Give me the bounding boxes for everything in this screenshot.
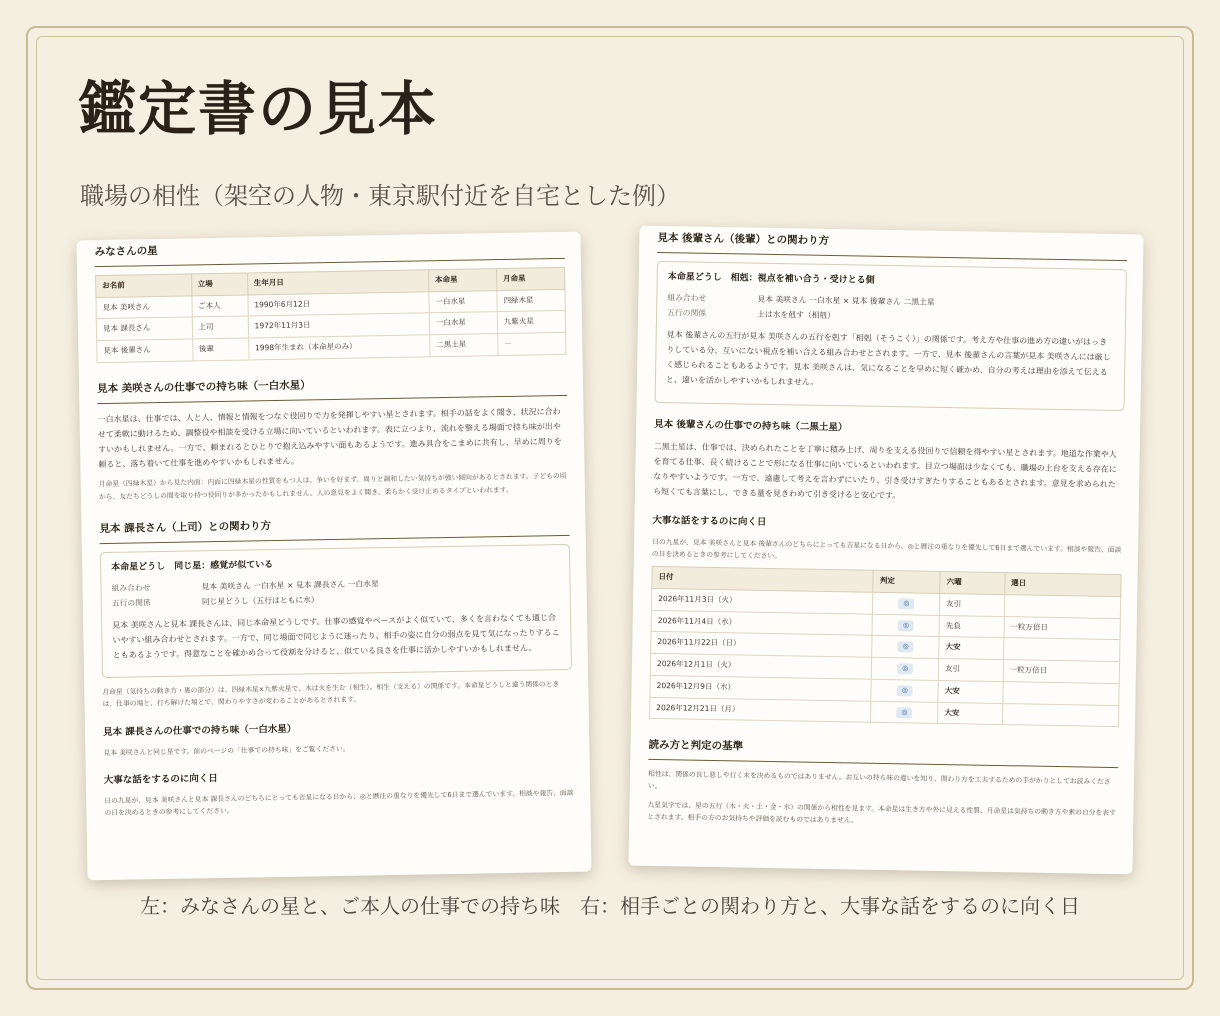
- table-cell: 見本 課長さん: [96, 317, 192, 340]
- right-days-text: 日の九星が、見本 美咲さんと見本 後輩さんのどちらにとっても吉星になる日から、◎と暦注の重なりを優先して6日まで選んでいます。相談や報告、面談の日を決めるときの参考にしてください。: [651, 537, 1122, 560]
- sample-sheet-right: [628, 226, 1143, 875]
- table-cell: －: [498, 333, 566, 356]
- misaki-heading: 見本 美咲さんの仕事での持ち味（一白水星）: [97, 373, 567, 404]
- circle-mark-icon: ◎: [897, 685, 913, 696]
- page-subtitle: 職場の相性（架空の人物・東京駅付近を自宅とした例）: [80, 182, 680, 210]
- kohai-relation-heading: 見本 後輩さん（後輩）との関わり方: [657, 230, 1127, 261]
- boss-note: 月命星（気持ちの動き方・裏の部分）は、四緑木星×九紫火星で、木は火を生む（相生）。相生（支える）の関係です。本命星どうしと違う関係のときは、仕事の場と、打ち解けた場とで、関わりやすさが変わることがあるとされます。: [102, 680, 560, 709]
- day-rokuyo-cell: 先負: [939, 615, 1004, 638]
- table-cell: 九紫火星: [497, 311, 565, 334]
- circle-mark-icon: ◎: [896, 707, 912, 718]
- table-header-cell: 本命星: [428, 268, 496, 291]
- circle-mark-icon: ◎: [898, 598, 914, 609]
- stars-table: [95, 267, 566, 363]
- table-header-cell: 六曜: [940, 571, 1005, 594]
- stars-heading: みなさんの星: [95, 236, 565, 267]
- table-cell: 四緑木星: [497, 289, 565, 312]
- boss-gogyo-label: 五行の関係: [111, 598, 151, 608]
- table-cell: 1990年6月12日: [248, 291, 430, 316]
- table-header-cell: 立場: [191, 273, 248, 296]
- day-date-cell: 2026年12月1日（火）: [650, 653, 872, 679]
- circle-mark-icon: ◎: [898, 620, 914, 631]
- table-cell: ご本人: [191, 295, 248, 318]
- day-mark-cell: [871, 701, 938, 724]
- table-header-cell: 月命星: [496, 267, 564, 290]
- basis-text-1: 相性は、関係の良し悪しや行く末を決めるものではありません。お互いの持ち味の違いを知り、関わり方を工夫するための手がかりとしてお読みください。: [647, 769, 1111, 791]
- boss-compat-box: [100, 544, 572, 679]
- circle-mark-icon: ◎: [898, 641, 914, 652]
- day-date-cell: 2026年11月22日（日）: [651, 632, 873, 658]
- kohai-combo-label: 組み合わせ: [667, 293, 707, 303]
- kohai-gogyo-label: 五行の関係: [667, 308, 707, 318]
- day-mark-cell: [871, 679, 938, 702]
- boss-combo-label: 組み合わせ: [111, 583, 151, 593]
- day-senjitsu-cell: [1003, 638, 1120, 662]
- left-days-text: 日の九星が、見本 美咲さんと見本 課長さんのどちらにとっても吉星になる日から、◎と暦注の重なりを優先して6日まで選んでいます。相談や報告、面談の日を決めるときの参考にしてください。: [104, 789, 574, 818]
- day-mark-cell: [872, 614, 939, 637]
- table-cell: 一白水星: [429, 290, 497, 313]
- basis-text-2: 九星気学では、星の五行（木・火・土・金・水）の関係から相性を見ます。本命星は生き方や外に見える性質、月命星は気持ちの動き方や素の自分を表すとされます。相手の方のお気持ちや評価を読むものではありません。: [647, 800, 1116, 825]
- day-rokuyo-cell: 友引: [938, 658, 1003, 681]
- kohai-box-text: 見本 後輩さんの五行が見本 美咲さんの五行を剋す「相剋（そうこく）」の関係です。考え方や仕事の進め方の違いがはっきりしている分、互いにない視点を補い合える組み合わせとされます。一方で、見本 後輩さんの言葉が見本 美咲さんには厳しく感じられることもあるようです。見本 美咲さんは、気になることを早めに短く確かめ、自分の考えは理由を添えて伝えると、違いを活かしやすいかもしれません。: [665, 329, 1111, 388]
- table-header-cell: 生年月日: [247, 270, 429, 295]
- table-header-cell: 判定: [873, 570, 940, 593]
- table-header-cell: お名前: [96, 274, 192, 297]
- table-cell: 1998年生まれ（本命星のみ）: [248, 335, 430, 360]
- day-senjitsu-cell: [1004, 594, 1121, 618]
- kohai-text: 二黒土星は、仕事では、決められたことを丁寧に積み上げ、周りを支える役回りで信頼を得やすい星とされます。地道な作業や人を育てる仕事、長く続けることで形になる仕事に向いているといわれます。目立つ場面は少なくても、職場の土台を支える存在になりやすいようです。一方で、遠慮して考えを言わずにいたり、引き受けすぎたりすることもあるとされます。意見を求められたら短くても言葉にし、できる量を見きわめて引き受けると安心です。: [652, 441, 1117, 501]
- circle-mark-icon: ◎: [897, 663, 913, 674]
- page-title: 鑑定書の見本: [78, 75, 439, 143]
- left-days-heading: 大事な話をするのに向く日: [103, 773, 218, 787]
- boss-text: 見本 美咲さんと見本 課長さんは、同じ本命星どうしです。仕事の感覚やペースがよく似ていて、多くを言わなくても通じ合いやすい組み合わせとされます。一方で、同じ場面で同じように迷ったり、相手の姿に自分の弱点を見て気になったりすることもあるようです。得意なことを確かめ合って役割を分けると、似ている良さを仕事に活かしやすいかもしれません。: [112, 612, 560, 660]
- kohai-combo-value: 見本 美咲さん 一白水星 × 見本 後輩さん 二黒土星: [757, 294, 935, 307]
- boss-combo-value: 見本 美咲さん 一白水星 × 見本 課長さん 一白水星: [201, 579, 379, 592]
- day-date-cell: 2026年11月3日（火）: [651, 588, 873, 614]
- day-mark-cell: [873, 592, 940, 615]
- boss-self-heading: 見本 課長さんの仕事での持ち味（一白水星）: [102, 723, 297, 738]
- day-rokuyo-cell: 大安: [938, 680, 1003, 703]
- day-rokuyo-cell: 大安: [939, 637, 1004, 660]
- table-cell: 1972年11月3日: [248, 313, 430, 338]
- basis-heading: 読み方と判定の基準: [648, 737, 1118, 768]
- caption: 左：みなさんの星と、ご本人の仕事での持ち味 右：相手ごとの関わり方と、大事な話をするのに向く日: [140, 894, 1080, 918]
- day-mark-cell: [872, 636, 939, 659]
- days-table: [649, 566, 1122, 727]
- table-header-cell: 選日: [1004, 573, 1121, 597]
- table-cell: 一白水星: [429, 312, 497, 335]
- boss-gogyo-value: 同じ星どうし（五行はともに水）: [201, 595, 319, 607]
- kohai-heading: 見本 後輩さんの仕事での持ち味（二黒土星）: [654, 418, 848, 433]
- table-cell: 見本 美咲さん: [96, 296, 192, 319]
- day-senjitsu-cell: 一粒万倍日: [1003, 660, 1120, 684]
- boss-self-text: 見本 美咲さんと同じ星です。前のページの「仕事での持ち味」をご覧ください。: [103, 744, 350, 757]
- boss-heading: 見本 課長さん（上司）との関わり方: [99, 513, 569, 544]
- right-days-heading: 大事な話をするのに向く日: [652, 515, 767, 529]
- kohai-box-title: 本命星どうし 相剋：視点を補い合う・受けとる側: [667, 271, 875, 286]
- kohai-gogyo-value: 土は水を剋す（相剋）: [757, 309, 836, 321]
- misaki-note: 月命星（四緑木星）から見た内面：内面に四緑木星の性質をもつ人は、争いを好まず、周りと調和したい気持ちが強い傾向があるとされます。子どもの頃から、友だちどうしの間を取り持つ役回りが多かったかもしれません。人の意見をよく聞き、柔らかく受け止めるタイプといわれます。: [98, 472, 567, 501]
- day-senjitsu-cell: [1003, 681, 1120, 705]
- day-rokuyo-cell: 友引: [940, 593, 1005, 616]
- day-senjitsu-cell: [1002, 703, 1119, 727]
- day-date-cell: 2026年11月4日（水）: [651, 610, 873, 636]
- day-date-cell: 2026年12月9日（水）: [650, 675, 872, 701]
- table-cell: 二黒土星: [430, 334, 498, 357]
- day-date-cell: 2026年12月21日（月）: [650, 697, 872, 723]
- table-cell: 見本 後輩さん: [97, 339, 193, 362]
- table-header-cell: 日付: [652, 566, 874, 592]
- kohai-compat-box: [655, 261, 1127, 411]
- table-cell: 後輩: [192, 338, 249, 361]
- sample-sheet-left: [76, 232, 591, 881]
- day-rokuyo-cell: 大安: [938, 702, 1003, 725]
- day-senjitsu-cell: 一粒万倍日: [1004, 616, 1121, 640]
- day-mark-cell: [872, 657, 939, 680]
- boss-box-title: 本命星どうし 同じ星：感覚が似ている: [111, 559, 274, 573]
- table-cell: 上司: [192, 316, 249, 339]
- misaki-text: 一白水星は、仕事では、人と人、情報と情報をつなぐ役回りで力を発揮しやすい星とされます。相手の話をよく聞き、状況に合わせて柔軟に動けるため、調整役や相談を受ける立場に向いているといわれます。表に立つより、流れを整える場面で持ち味が出やすいかもしれません。一方で、頼まれるとひとりで抱え込みやすい面もあるようです。進み具合をこまめに共有し、早めに周りを頼ると、落ち着いて仕事を進めやすいかもしれません。: [97, 406, 562, 470]
